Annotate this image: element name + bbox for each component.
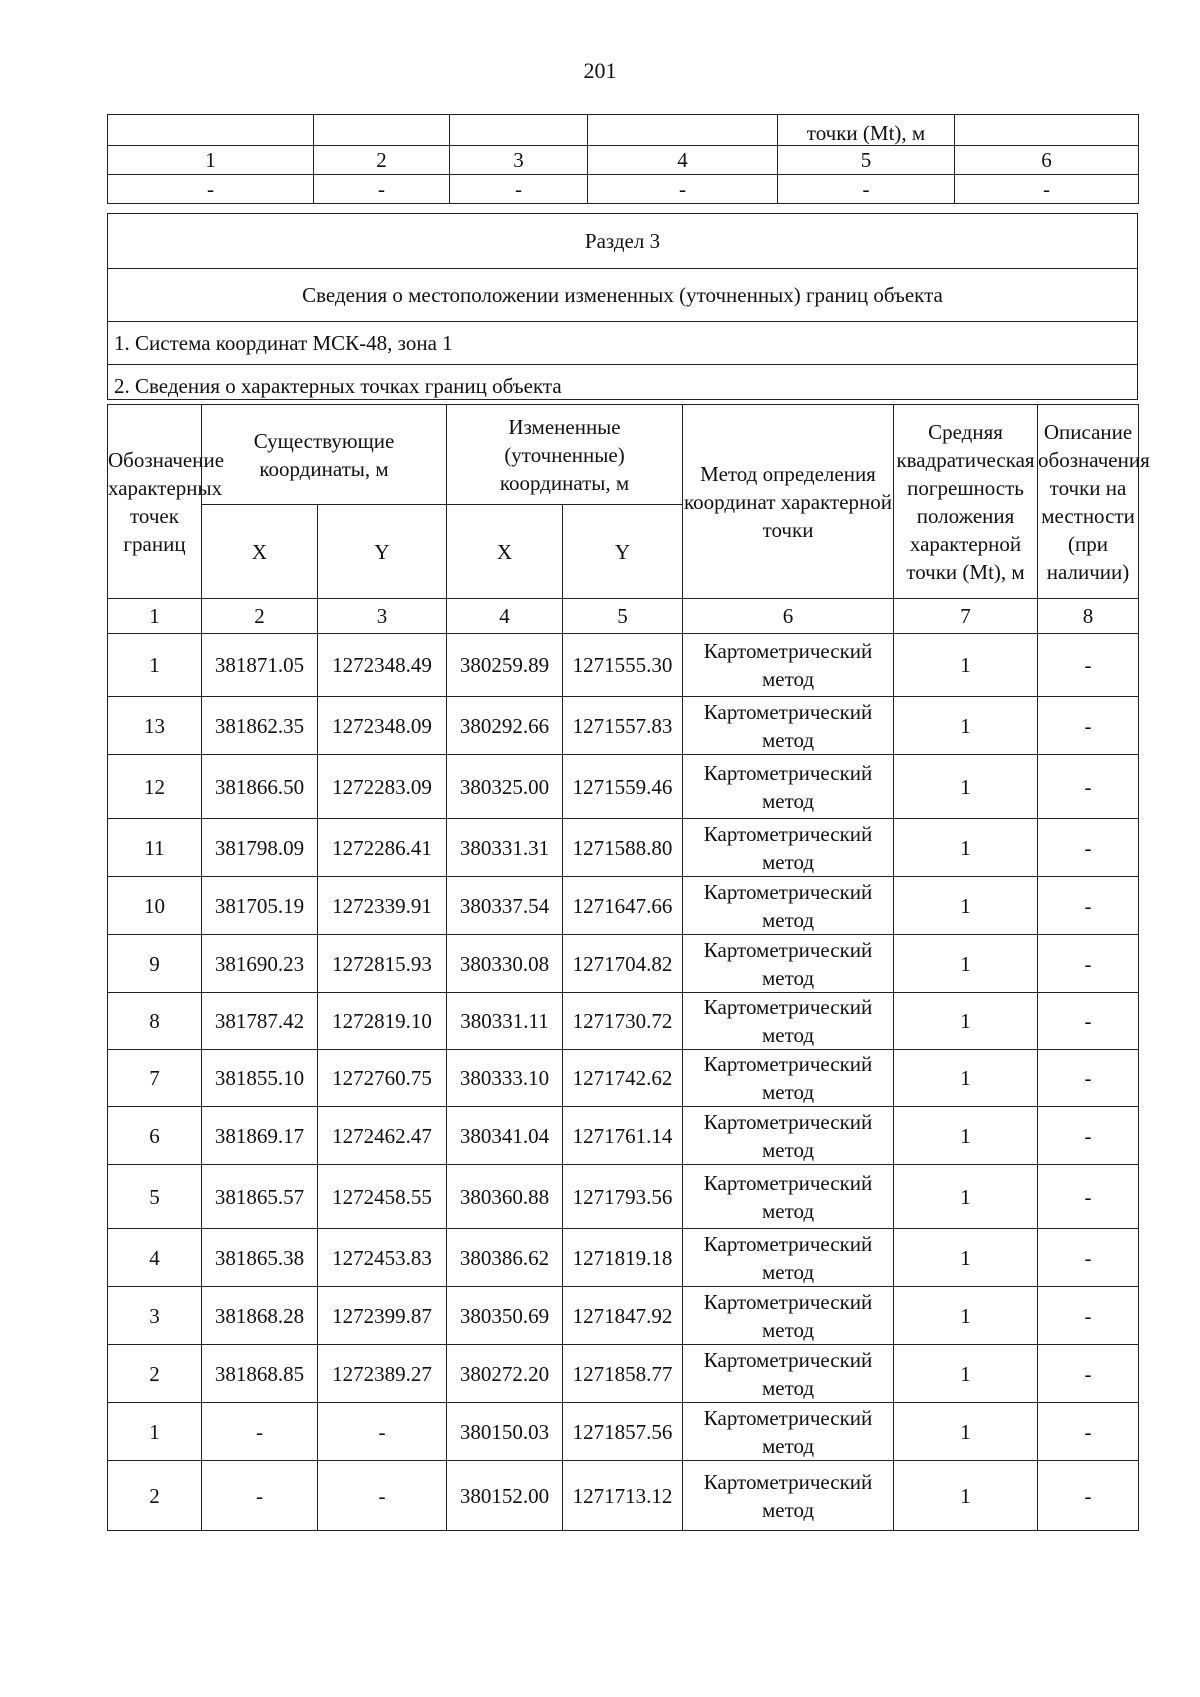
col-number: 2 <box>314 146 450 175</box>
description: - <box>1038 935 1139 993</box>
description: - <box>1038 1403 1139 1461</box>
header-existing: Существующие координаты, м <box>202 405 447 505</box>
method: Картометрический метод <box>683 697 894 755</box>
point-id: 6 <box>108 1107 202 1165</box>
header-error: Средняя квадратическая погрешность положения характерной точки (Mt), м <box>894 405 1038 599</box>
existing-x: 381868.85 <box>202 1345 318 1403</box>
existing-x: 381868.28 <box>202 1287 318 1345</box>
changed-y: 1271557.83 <box>563 697 683 755</box>
method: Картометрический метод <box>683 819 894 877</box>
existing-y: 1272819.10 <box>318 993 447 1050</box>
existing-y: 1272339.91 <box>318 877 447 935</box>
method: Картометрический метод <box>683 935 894 993</box>
mt-error: 1 <box>894 877 1038 935</box>
method: Картометрический метод <box>683 1461 894 1531</box>
changed-x: 380360.88 <box>447 1165 563 1229</box>
header-designation: Обозначение характерных точек границ <box>108 405 202 599</box>
dash-cell: - <box>588 175 778 204</box>
changed-y: 1271793.56 <box>563 1165 683 1229</box>
existing-y: 1272348.49 <box>318 634 447 697</box>
cell <box>314 115 450 146</box>
changed-x: 380350.69 <box>447 1287 563 1345</box>
existing-y: 1272399.87 <box>318 1287 447 1345</box>
point-id: 10 <box>108 877 202 935</box>
col-number: 2 <box>202 599 318 634</box>
col-number: 5 <box>563 599 683 634</box>
description: - <box>1038 1229 1139 1287</box>
changed-y: 1271588.80 <box>563 819 683 877</box>
changed-x: 380152.00 <box>447 1461 563 1531</box>
changed-y: 1271555.30 <box>563 634 683 697</box>
changed-y: 1271761.14 <box>563 1107 683 1165</box>
description: - <box>1038 755 1139 819</box>
col-number: 3 <box>450 146 588 175</box>
method: Картометрический метод <box>683 755 894 819</box>
description: - <box>1038 697 1139 755</box>
existing-x: 381865.38 <box>202 1229 318 1287</box>
point-id: 3 <box>108 1287 202 1345</box>
existing-x: 381690.23 <box>202 935 318 993</box>
mt-error: 1 <box>894 1287 1038 1345</box>
mt-error: 1 <box>894 1229 1038 1287</box>
col-number: 1 <box>108 146 314 175</box>
mt-error: 1 <box>894 1050 1038 1107</box>
dash-cell: - <box>108 175 314 204</box>
header-fragment: точки (Mt), м <box>778 115 955 146</box>
changed-x: 380325.00 <box>447 755 563 819</box>
table-row <box>108 634 1139 697</box>
header-x-existing: X <box>202 505 318 599</box>
method: Картометрический метод <box>683 993 894 1050</box>
table-row <box>108 1287 1139 1345</box>
point-id: 2 <box>108 1461 202 1531</box>
method: Картометрический метод <box>683 1107 894 1165</box>
mt-error: 1 <box>894 755 1038 819</box>
existing-y: 1272389.27 <box>318 1345 447 1403</box>
description: - <box>1038 1461 1139 1531</box>
table-row <box>108 1107 1139 1165</box>
description: - <box>1038 819 1139 877</box>
col-number: 7 <box>894 599 1038 634</box>
col-number: 4 <box>588 146 778 175</box>
table-row <box>108 819 1139 877</box>
header-method: Метод определения координат характерной точки <box>683 405 894 599</box>
changed-x: 380150.03 <box>447 1403 563 1461</box>
existing-x: 381705.19 <box>202 877 318 935</box>
points-table-body <box>108 634 1139 1531</box>
section-title: Раздел 3 <box>108 214 1138 269</box>
point-id: 11 <box>108 819 202 877</box>
page-number: 201 <box>583 58 617 83</box>
existing-y: 1272286.41 <box>318 819 447 877</box>
section-table <box>107 213 1138 400</box>
existing-x: - <box>202 1403 318 1461</box>
changed-x: 380330.08 <box>447 935 563 993</box>
method: Картометрический метод <box>683 634 894 697</box>
changed-x: 380386.62 <box>447 1229 563 1287</box>
method: Картометрический метод <box>683 1403 894 1461</box>
changed-y: 1271847.92 <box>563 1287 683 1345</box>
changed-y: 1271647.66 <box>563 877 683 935</box>
cell <box>108 115 314 146</box>
changed-x: 380333.10 <box>447 1050 563 1107</box>
changed-y: 1271730.72 <box>563 993 683 1050</box>
mt-error: 1 <box>894 935 1038 993</box>
table-row <box>108 697 1139 755</box>
table-row <box>108 1050 1139 1107</box>
table-row <box>108 1229 1139 1287</box>
dash-cell: - <box>314 175 450 204</box>
existing-x: 381862.35 <box>202 697 318 755</box>
mt-error: 1 <box>894 819 1038 877</box>
table-row <box>108 1403 1139 1461</box>
changed-x: 380259.89 <box>447 634 563 697</box>
description: - <box>1038 1107 1139 1165</box>
description: - <box>1038 993 1139 1050</box>
method: Картометрический метод <box>683 1165 894 1229</box>
mt-error: 1 <box>894 993 1038 1050</box>
existing-x: 381855.10 <box>202 1050 318 1107</box>
description: - <box>1038 634 1139 697</box>
changed-x: 380331.31 <box>447 819 563 877</box>
description: - <box>1038 877 1139 935</box>
existing-x: 381865.57 <box>202 1165 318 1229</box>
point-id: 1 <box>108 634 202 697</box>
table-row <box>108 993 1139 1050</box>
changed-y: 1271857.56 <box>563 1403 683 1461</box>
header-y-changed: Y <box>563 505 683 599</box>
header-y-existing: Y <box>318 505 447 599</box>
col-number: 6 <box>955 146 1139 175</box>
existing-y: 1272283.09 <box>318 755 447 819</box>
existing-y: 1272815.93 <box>318 935 447 993</box>
point-id: 13 <box>108 697 202 755</box>
table-row <box>108 1345 1139 1403</box>
existing-x: 381787.42 <box>202 993 318 1050</box>
mt-error: 1 <box>894 1403 1038 1461</box>
changed-x: 380341.04 <box>447 1107 563 1165</box>
changed-x: 380337.54 <box>447 877 563 935</box>
point-id: 1 <box>108 1403 202 1461</box>
continuation-table <box>107 114 1139 204</box>
mt-error: 1 <box>894 1345 1038 1403</box>
description: - <box>1038 1050 1139 1107</box>
existing-y: 1272760.75 <box>318 1050 447 1107</box>
section-subtitle: Сведения о местоположении измененных (уточненных) границ объекта <box>108 269 1138 322</box>
mt-error: 1 <box>894 634 1038 697</box>
mt-error: 1 <box>894 1165 1038 1229</box>
table-row <box>108 1165 1139 1229</box>
existing-y: - <box>318 1403 447 1461</box>
method: Картометрический метод <box>683 1345 894 1403</box>
existing-x: 381869.17 <box>202 1107 318 1165</box>
description: - <box>1038 1345 1139 1403</box>
changed-x: 380331.11 <box>447 993 563 1050</box>
table-row <box>108 935 1139 993</box>
existing-y: 1272462.47 <box>318 1107 447 1165</box>
col-number: 1 <box>108 599 202 634</box>
dash-cell: - <box>778 175 955 204</box>
point-id: 12 <box>108 755 202 819</box>
points-label: 2. Сведения о характерных точках границ объекта <box>108 365 1138 400</box>
header-changed: Измененные (уточненные) координаты, м <box>447 405 683 505</box>
point-id: 7 <box>108 1050 202 1107</box>
col-number: 6 <box>683 599 894 634</box>
method: Картометрический метод <box>683 1050 894 1107</box>
changed-x: 380292.66 <box>447 697 563 755</box>
mt-error: 1 <box>894 1461 1038 1531</box>
point-id: 5 <box>108 1165 202 1229</box>
method: Картометрический метод <box>683 877 894 935</box>
existing-y: 1272453.83 <box>318 1229 447 1287</box>
coord-system-label: 1. Система координат МСК-48, зона 1 <box>108 322 1138 365</box>
changed-y: 1271819.18 <box>563 1229 683 1287</box>
point-id: 9 <box>108 935 202 993</box>
col-number: 8 <box>1038 599 1139 634</box>
cell <box>450 115 588 146</box>
col-number: 3 <box>318 599 447 634</box>
changed-y: 1271704.82 <box>563 935 683 993</box>
description: - <box>1038 1287 1139 1345</box>
point-id: 2 <box>108 1345 202 1403</box>
dash-cell: - <box>955 175 1139 204</box>
header-description: Описание обозначения точки на местности (при наличии) <box>1038 405 1139 599</box>
method: Картометрический метод <box>683 1229 894 1287</box>
existing-x: 381798.09 <box>202 819 318 877</box>
existing-y: 1272458.55 <box>318 1165 447 1229</box>
col-number: 5 <box>778 146 955 175</box>
existing-x: 381871.05 <box>202 634 318 697</box>
table-row <box>108 1461 1139 1531</box>
cell <box>955 115 1139 146</box>
method: Картометрический метод <box>683 1287 894 1345</box>
existing-x: 381866.50 <box>202 755 318 819</box>
header-x-changed: X <box>447 505 563 599</box>
existing-y: - <box>318 1461 447 1531</box>
changed-y: 1271713.12 <box>563 1461 683 1531</box>
point-id: 4 <box>108 1229 202 1287</box>
table-row <box>108 755 1139 819</box>
dash-cell: - <box>450 175 588 204</box>
cell <box>588 115 778 146</box>
existing-y: 1272348.09 <box>318 697 447 755</box>
changed-y: 1271858.77 <box>563 1345 683 1403</box>
points-table <box>107 404 1150 1531</box>
table-row <box>108 877 1139 935</box>
changed-x: 380272.20 <box>447 1345 563 1403</box>
changed-y: 1271742.62 <box>563 1050 683 1107</box>
mt-error: 1 <box>894 1107 1038 1165</box>
point-id: 8 <box>108 993 202 1050</box>
col-number: 4 <box>447 599 563 634</box>
existing-x: - <box>202 1461 318 1531</box>
mt-error: 1 <box>894 697 1038 755</box>
description: - <box>1038 1165 1139 1229</box>
changed-y: 1271559.46 <box>563 755 683 819</box>
